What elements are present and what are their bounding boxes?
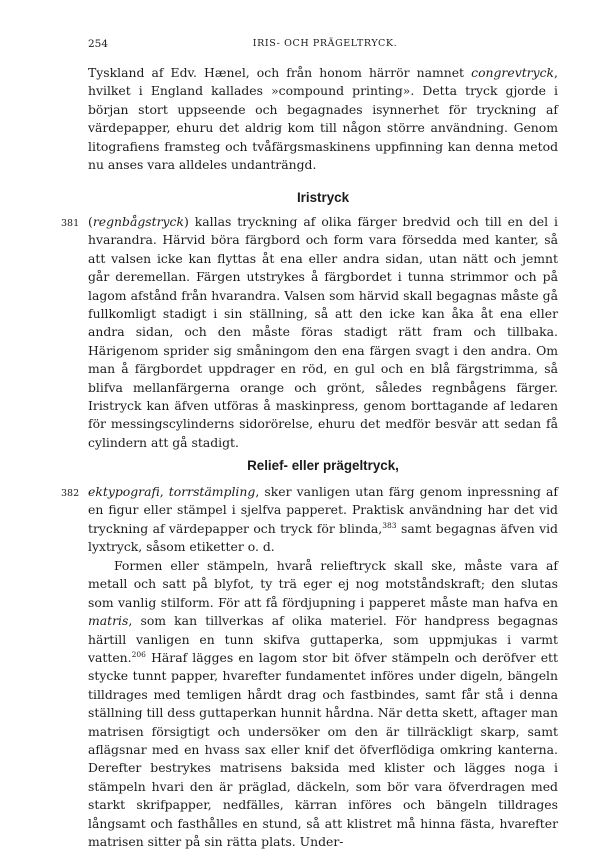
section-heading-iristryck: Iristryck <box>296 190 350 205</box>
iristryck-paragraph <box>88 213 558 452</box>
footnote-reference: 206 <box>131 650 146 660</box>
section-heading-relieftryck: Relief- eller prägeltryck, <box>247 458 399 473</box>
text-run: Tyskland af Edv. Hænel, och från honom härrör namnet <box>88 65 472 80</box>
emphasis-matris: matris <box>88 613 129 629</box>
footnote-reference: 383 <box>382 520 397 530</box>
emphasis-regnbagstryck: regnbågstryck <box>92 214 184 229</box>
emphasis-torrstampling: torrstämpling <box>168 484 256 499</box>
emphasis-ektypografi: ektypografi <box>88 484 160 499</box>
running-title: IRIS- OCH PRÄGELTRYCK. <box>252 38 398 49</box>
emphasis-congrevtryck: congrevtryck <box>471 65 555 80</box>
text-run: Formen eller stämpeln, hvarå relieftryck skall ske, måste vara af metall och satt på blyfot, ty trä eger ej nog motståndskraft; den slutas som vanlig stilform. För att få fördjupning i papperet måste man hafva en <box>88 558 558 610</box>
stampel-paragraph <box>88 557 558 852</box>
text-run: , som kan tillverkas af olika materiel. För handpress begagnas härtill vanligen en tunn skifva guttaperka, som uppmjukas i varmt vatten. <box>88 613 558 666</box>
relieftryck-paragraph <box>88 483 558 557</box>
text-run: , hvilket i England kallades »compound printing». Detta tryck gjorde i början stort uppseende och begagnades isynnerhet för tryckning af värdepapper, ehuru det aldrig kom till någon större användning. Genom litografiens framsteg och tvåfärgsmaskinens uppfinning kan denna metod nu anses vara alldeles undanträngd. <box>88 65 558 173</box>
marginal-paragraph-number: 382 <box>61 488 80 499</box>
text-run: , sker vanligen utan färg genom inpressning af en figur eller stämpel i sjelfva papperet. Praktisk användning har det vid tryckning af värdepapper och tryck för blinda, <box>88 484 558 536</box>
marginal-paragraph-number: 381 <box>61 218 80 229</box>
text-run: samt begagnas äfven vid lyxtryck, såsom etiketter o. d. <box>88 520 558 555</box>
text-run: ( <box>88 214 93 229</box>
text-run: kallas tryckning af olika färger bredvid och till en del i hvarandra. Härvid böra färgbord och form vara försedda med kanter, så att valsen icke kan flyttas åt ena eller andra sidan, utan nätt och jemnt går deremellan. Färgen utstrykes å färgbordet i tunna strimmor och på lagom afstånd från hvarandra. Valsen som härvid skall begagnas måste gå fullkomligt stadigt i sin ställning, så att den icke kan åka åt ena eller andra sidan, och den måste föras stadigt rätt fram och tillbaka. Härigenom sprider sig småningom den ena färgen svagt i den andra. Om man å färgbordet uppdrager en röd, en gul och en blå färgstrimma, så blifva mellanfärgerna orange och grönt, således regnbågens färger. Iristryck kan äfven utföras å maskinpress, genom borttagande af ledaren för messingscylinderns sidorörelse, ehuru det medför besvär att sedan få cylindern att gå stadigt. <box>88 214 558 450</box>
page-number: 254 <box>88 38 109 50</box>
text-run: , <box>159 484 169 499</box>
text-run: Häraf lägges en lagom stor bit öfver stämpeln och deröfver ett stycke tunnt papper, hvarefter fundamentet införes under digeln, bängeln tilldrages med temligen hårdt drag och fastbindes, samt får stå i denna ställning till dess guttaperkan hunnit hårdna. När detta skett, aftager man matrisen försigtigt och undersöker om den är tillräckligt skarp, samt aflägsnar med en hvass sax eller knif det öfverflödiga omkring kanterna. Derefter bestrykes matrisens baksida med klister och lägges noga i stämpeln hvari den är präglad, däckeln, som bör vara öfverdragen med starkt skrifpapper, nedfälles, kärran införes och bängeln tilldrages långsamt och fasthålles en stund, så att klistret må hinna fästa, hvarefter matrisen sitter på sin rätta plats. Under- <box>88 650 558 850</box>
running-header <box>88 38 562 52</box>
text-run: ) <box>183 214 189 229</box>
continuation-paragraph <box>88 64 558 174</box>
